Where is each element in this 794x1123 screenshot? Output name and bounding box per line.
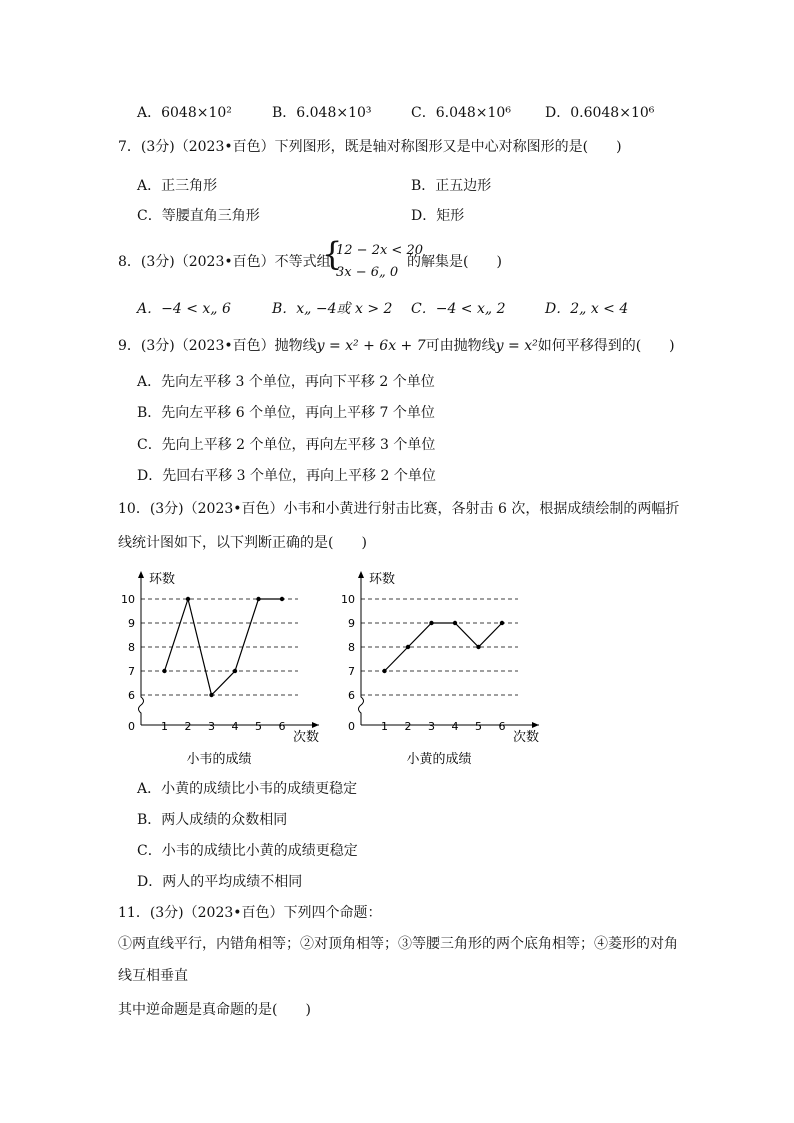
q7-option-a: A．正三角形 xyxy=(137,178,218,194)
q7-option-d: D．矩形 xyxy=(411,208,465,224)
y-tick-label: 9 xyxy=(348,617,355,630)
x-axis-arrow xyxy=(532,722,539,728)
origin-label: 0 xyxy=(348,720,355,733)
y-tick-label: 7 xyxy=(348,665,355,678)
origin-label: 0 xyxy=(128,720,135,733)
q10-option-a: A．小黄的成绩比小韦的成绩更稳定 xyxy=(137,781,358,797)
q6-option-d: D．0.6048×10⁶ xyxy=(545,105,655,121)
x-tick-label: 4 xyxy=(451,720,459,733)
y-axis xyxy=(359,573,364,725)
q8-stem-before: 8．(3分)（2023•百色）不等式组 xyxy=(118,254,331,270)
q9-option-c: C．先向上平移 2 个单位，再向左平移 3 个单位 xyxy=(137,437,436,453)
data-point xyxy=(476,645,480,649)
x-tick-label: 2 xyxy=(404,720,412,733)
q9-stem-before: 9．(3分)（2023•百色）抛物线 xyxy=(118,338,317,354)
q11-line3: 其中逆命题是真命题的是( ) xyxy=(118,1002,311,1018)
q8-inequality-2: 3x − 6„ 0 xyxy=(336,265,399,280)
y-tick-label: 7 xyxy=(128,665,135,678)
x-axis-label: 次数 xyxy=(513,730,540,745)
y-tick-label: 6 xyxy=(348,689,355,702)
q7-option-c: C．等腰直角三角形 xyxy=(137,208,260,224)
q10-stem-line1: 10．(3分)（2023•百色）小韦和小黄进行射击比赛，各射击 6 次，根据成绩绘制的两幅折 xyxy=(118,501,680,517)
data-point xyxy=(162,669,166,673)
q9-stem-mid: 可由抛物线 xyxy=(425,338,496,354)
q8-stem-after: 的解集是( ) xyxy=(407,254,502,270)
data-point xyxy=(280,597,284,601)
x-tick-label: 3 xyxy=(208,720,215,733)
q7-stem: 7．(3分)（2023•百色）下列图形，既是轴对称图形又是中心对称图形的是( ) xyxy=(118,139,622,155)
x-tick-label: 4 xyxy=(231,720,239,733)
q11-line1: ①两直线平行，内错角相等；②对顶角相等；③等腰三角形的两个底角相等；④菱形的对角 xyxy=(118,936,678,952)
q8-brace: { xyxy=(322,235,343,273)
q11-line2: 线互相垂直 xyxy=(118,968,188,984)
y-axis-arrow xyxy=(358,571,364,578)
x-tick-label: 1 xyxy=(161,720,168,733)
data-point xyxy=(382,669,386,673)
y-tick-label: 6 xyxy=(128,689,135,702)
q6-option-a: A．6048×10² xyxy=(137,105,232,121)
chart-title: 小韦的成绩 xyxy=(186,752,252,767)
q6-option-c: C．6.048×10⁶ xyxy=(411,105,511,121)
chart-title: 小黄的成绩 xyxy=(406,752,472,767)
q9-option-b: B．先向左平移 6 个单位，再向上平移 7 个单位 xyxy=(137,405,435,421)
q8-option-b: B．x„ −4或 x > 2 xyxy=(272,301,393,317)
q9-expression-2: y = x² xyxy=(495,338,538,354)
y-axis xyxy=(139,573,144,725)
y-tick-label: 9 xyxy=(128,617,135,630)
y-axis-label: 环数 xyxy=(369,572,396,587)
y-axis-arrow xyxy=(138,571,144,578)
y-tick-label: 10 xyxy=(341,593,355,606)
x-axis-label: 次数 xyxy=(293,730,320,745)
data-point xyxy=(209,693,213,697)
y-tick-label: 10 xyxy=(121,593,135,606)
q9-option-a: A．先向左平移 3 个单位，再向下平移 2 个单位 xyxy=(137,374,435,390)
q8-option-a: A．−4 < x„ 6 xyxy=(137,301,231,317)
q10-option-d: D．两人的平均成绩不相同 xyxy=(137,874,303,890)
data-point xyxy=(500,621,504,625)
x-tick-label: 6 xyxy=(278,720,286,733)
q8-option-c: C．−4 < x„ 2 xyxy=(411,301,506,317)
x-axis-arrow xyxy=(312,722,319,728)
q9-stem-after: 如何平移得到的( ) xyxy=(537,338,675,354)
y-tick-label: 8 xyxy=(128,641,135,654)
x-tick-label: 6 xyxy=(498,720,506,733)
q7-option-b: B．正五边形 xyxy=(411,178,492,194)
y-tick-label: 8 xyxy=(348,641,355,654)
series-line xyxy=(165,599,283,695)
chart-xiaowei xyxy=(118,565,338,775)
x-tick-label: 3 xyxy=(428,720,435,733)
data-point xyxy=(406,645,410,649)
q10-option-c: C．小韦的成绩比小黄的成绩更稳定 xyxy=(137,843,358,859)
x-tick-label: 1 xyxy=(381,720,388,733)
x-tick-label: 5 xyxy=(255,720,262,733)
q10-stem-line2: 线统计图如下，以下判断正确的是( ) xyxy=(118,535,367,551)
x-tick-label: 5 xyxy=(475,720,482,733)
data-point xyxy=(453,621,457,625)
data-point xyxy=(186,597,190,601)
data-point xyxy=(233,669,237,673)
q9-option-d: D．先回右平移 3 个单位，再向上平移 2 个单位 xyxy=(137,468,436,484)
q10-option-b: B．两人成绩的众数相同 xyxy=(137,812,288,828)
q11-stem: 11．(3分)（2023•百色）下列四个命题： xyxy=(118,905,382,921)
q8-option-d: D．2„ x < 4 xyxy=(545,301,629,317)
chart-xiaohuang xyxy=(338,565,558,775)
q6-option-b: B．6.048×10³ xyxy=(272,105,372,121)
data-point xyxy=(256,597,260,601)
series-line xyxy=(385,623,503,671)
x-tick-label: 2 xyxy=(184,720,192,733)
q8-inequality-1: 12 − 2x < 20 xyxy=(336,243,424,258)
q9-expression-1: y = x² + 6x + 7 xyxy=(316,338,426,354)
y-axis-label: 环数 xyxy=(149,572,176,587)
data-point xyxy=(429,621,433,625)
q9-stem xyxy=(118,339,675,353)
